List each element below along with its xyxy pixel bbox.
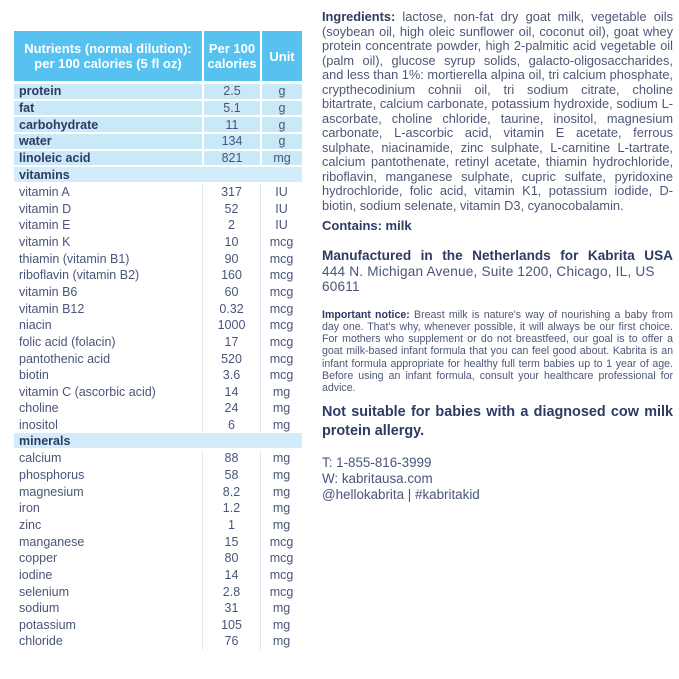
ingredients-paragraph [322,10,673,213]
nutrient-value-cell: 14 [202,384,260,401]
nutrient-unit-cell: mg [260,517,302,534]
nutrient-name-cell: chloride [19,634,63,649]
nutrient-name-cell: iron [19,501,40,516]
nutrient-unit-cell: mcg [260,284,302,301]
nutrient-name-cell: biotin [19,368,49,383]
nutrient-row [14,600,302,617]
nutrient-value-cell: 2 [202,217,260,234]
nutrient-unit-cell: mg [260,500,302,517]
nutrient-name-cell: copper [19,551,58,566]
nutrient-name-cell: vitamin K [19,235,71,250]
nutrient-unit-cell: mcg [260,550,302,567]
header-nutrients-line2: per 100 calories (5 fl oz) [34,56,182,71]
nutrient-row [14,384,302,401]
nutrient-unit-cell: mcg [260,533,302,550]
nutrient-value-cell: 160 [202,267,260,284]
section-row-vitamins [14,167,302,184]
nutrient-row [14,300,302,317]
nutrient-value-cell: 2.8 [202,583,260,600]
nutrient-unit-cell: mg [260,483,302,500]
nutrient-value-cell: 17 [202,334,260,351]
nutrient-unit-cell: IU [260,200,302,217]
section-label: minerals [19,433,71,448]
nutrient-name-cell: selenium [19,584,70,599]
ingredients-label: Ingredients: [322,9,396,24]
nutrient-value-cell: 6 [202,417,260,434]
nutrient-row [14,117,302,134]
nutrient-value-cell: 31 [202,600,260,617]
nutrient-unit-cell: mcg [260,267,302,284]
header-per100-line1: Per 100 [208,41,256,56]
label-text-column [322,10,673,504]
nutrient-row [14,334,302,351]
ingredients-text: lactose, non-fat dry goat milk, vegetable oils (soybean oil, high oleic sunflower oil, coconut oil), goat whey protein concentrate powder, high 2-palmitic acid vegetable oil (palm oil), glucose syrup solids, galacto-oligosaccharides, and less than 1%: mortierella alpina oil, tri calcium phosphate, crypthecodinium cohnii oil, tri sodium citrate, choline bitartrate, calcium carbonate, potassium hydroxide, sodium L-ascorbate, choline chloride, taurine, inositol, magnesium carbonate, L-ascorbic acid, vitamin E acetate, ferrous sulphate, niacinamide, zinc sulphate, L-carnitine L-tartrate, calcium pantothenate, retinyl acetate, thiamin hydrochloride, riboflavin, manganese sulphate, cupric sulfate, pyridoxine hydrochloride, folic acid, vitamin K1, potassium iodide, D-biotin, sodium selenate, vitamin D3, cyanocobalamin. [322,9,673,213]
header-nutrients-line1: Nutrients (normal dilution): [24,41,192,56]
nutrient-unit-cell: mcg [260,234,302,251]
nutrient-name-cell: linoleic acid [19,150,91,165]
nutrient-value-cell: 105 [202,617,260,634]
nutrient-name-cell: vitamin E [19,218,71,233]
nutrient-name-cell: zinc [19,517,42,532]
section-label: vitamins [19,167,70,182]
nutrient-row [14,500,302,517]
nutrient-row [14,134,302,151]
nutrient-row [14,350,302,367]
nutrient-unit-cell: mcg [260,300,302,317]
nutrients-table-header [14,31,302,81]
nutrient-row [14,467,302,484]
nutrient-value-cell: 1.2 [202,500,260,517]
header-unit-column [260,31,302,81]
nutrient-unit-cell: g [260,134,302,149]
nutrient-row [14,151,302,168]
nutrient-unit-cell: mg [260,384,302,401]
nutrient-value-cell: 60 [202,284,260,301]
nutrient-name-cell: iodine [19,567,53,582]
nutrient-value-cell: 88 [202,450,260,467]
nutrient-row [14,234,302,251]
nutrient-unit-cell: mg [260,617,302,634]
nutrient-value-cell: 24 [202,400,260,417]
nutrient-value-cell: 15 [202,533,260,550]
nutrient-row [14,101,302,118]
nutrient-row [14,317,302,334]
nutrient-unit-cell: mcg [260,317,302,334]
nutrient-row [14,583,302,600]
nutrient-name-cell: magnesium [19,484,84,499]
nutrient-row [14,284,302,301]
nutrient-name-cell: manganese [19,534,85,549]
nutrient-unit-cell: mcg [260,334,302,351]
nutrient-row [14,550,302,567]
nutrient-name-cell: pantothenic acid [19,351,111,366]
nutrient-value-cell: 1000 [202,317,260,334]
nutrient-name-cell: vitamin C (ascorbic acid) [19,384,156,399]
important-notice-text: Breast milk is nature's way of nourishing a baby from day one. That's why, whenever possible, it will always be our first choice. For mothers who supplement or do not breastfeed, our goal is to offer a goat milk-based infant formula that you can feel good about. Kabrita is an infant formula appropriate for healthy full term babies up to 1 year of age. Before using an infant formula, consult your healthcare professional for advice. [322,308,673,395]
important-notice-paragraph [322,309,673,395]
nutrients-table-body [14,84,302,650]
nutrient-row [14,567,302,584]
nutrient-unit-cell: mg [260,633,302,650]
nutrient-value-cell: 134 [202,134,260,149]
nutrient-name-cell: vitamin D [19,201,72,216]
nutrient-value-cell: 11 [202,117,260,132]
nutrient-name-cell: thiamin (vitamin B1) [19,251,130,266]
nutrient-name-cell: vitamin A [19,185,70,200]
nutrient-row [14,517,302,534]
nutrient-value-cell: 52 [202,200,260,217]
phone-line: T: 1-855-816-3999 [322,454,432,470]
nutrient-row [14,533,302,550]
nutrient-value-cell: 58 [202,467,260,484]
section-row-minerals [14,433,302,450]
nutrient-name-cell: vitamin B6 [19,285,78,299]
nutrient-unit-cell: mcg [260,583,302,600]
website-line: W: kabritausa.com [322,470,433,486]
nutrient-name-cell: folic acid (folacin) [19,334,116,349]
nutrient-name-cell: phosphorus [19,468,85,483]
manufacturer-block [322,248,673,295]
nutrient-value-cell: 5.1 [202,101,260,116]
nutrient-name-cell: protein [19,84,62,99]
nutrient-name-cell: vitamin B12 [19,301,85,316]
nutrient-unit-cell: mcg [260,350,302,367]
nutrient-row [14,417,302,434]
nutrient-row [14,617,302,634]
nutrient-row [14,250,302,267]
nutrient-row [14,633,302,650]
manufacturer-address: 444 N. Michigan Avenue, Suite 1200, Chicago, IL, US 60611 [322,263,655,294]
nutrient-value-cell: 821 [202,151,260,166]
nutrient-value-cell: 0.32 [202,300,260,317]
nutrient-unit-cell: mcg [260,567,302,584]
header-per100-line2: calories [207,56,257,71]
nutrient-row [14,217,302,234]
nutrient-unit-cell: IU [260,217,302,234]
nutrient-row [14,200,302,217]
nutrient-name-cell: carbohydrate [19,117,99,132]
nutrients-table [14,31,302,650]
contains-statement: Contains: milk [322,218,412,233]
nutrient-row [14,400,302,417]
nutrient-unit-cell: mg [260,400,302,417]
nutrient-row [14,367,302,384]
nutrient-value-cell: 2.5 [202,84,260,99]
header-per100-column [202,31,260,81]
nutrient-row [14,267,302,284]
nutrient-row [14,483,302,500]
nutrient-value-cell: 90 [202,250,260,267]
header-nutrients-column [14,31,202,81]
nutrient-value-cell: 317 [202,184,260,201]
social-line: @hellokabrita | #kabritakid [322,487,480,503]
nutrient-name-cell: fat [19,100,35,115]
nutrient-row [14,450,302,467]
allergy-warning: Not suitable for babies with a diagnosed cow milk protein allergy. [322,403,673,439]
nutrient-value-cell: 1 [202,517,260,534]
nutrient-value-cell: 8.2 [202,483,260,500]
nutrient-name-cell: niacin [19,318,52,333]
nutrient-unit-cell: g [260,117,302,132]
nutrient-value-cell: 76 [202,633,260,650]
nutrient-name-cell: sodium [19,601,60,616]
header-unit-label: Unit [269,48,295,64]
nutrient-name-cell: choline [19,401,59,416]
nutrient-unit-cell: mcg [260,250,302,267]
nutrient-unit-cell: mg [260,467,302,484]
manufacturer-line: Manufactured in the Netherlands for Kabrita USA [322,248,673,263]
nutrient-unit-cell: mcg [260,367,302,384]
nutrient-unit-cell: mg [260,151,302,166]
nutrient-unit-cell: mg [260,600,302,617]
nutrient-unit-cell: mg [260,450,302,467]
contact-block [322,455,673,504]
nutrient-unit-cell: IU [260,184,302,201]
nutrient-unit-cell: g [260,84,302,99]
nutrient-name-cell: riboflavin (vitamin B2) [19,268,140,283]
important-notice-label: Important notice: [322,308,410,321]
nutrient-value-cell: 80 [202,550,260,567]
nutrient-unit-cell: g [260,101,302,116]
nutrient-value-cell: 3.6 [202,367,260,384]
nutrient-name-cell: water [19,134,52,149]
nutrient-value-cell: 14 [202,567,260,584]
nutrient-name-cell: potassium [19,617,76,632]
nutrient-unit-cell: mg [260,417,302,434]
nutrient-row [14,184,302,201]
nutrient-row [14,84,302,101]
nutrient-value-cell: 520 [202,350,260,367]
nutrient-name-cell: calcium [19,451,62,466]
nutrient-name-cell: inositol [19,418,58,433]
nutrient-value-cell: 10 [202,234,260,251]
